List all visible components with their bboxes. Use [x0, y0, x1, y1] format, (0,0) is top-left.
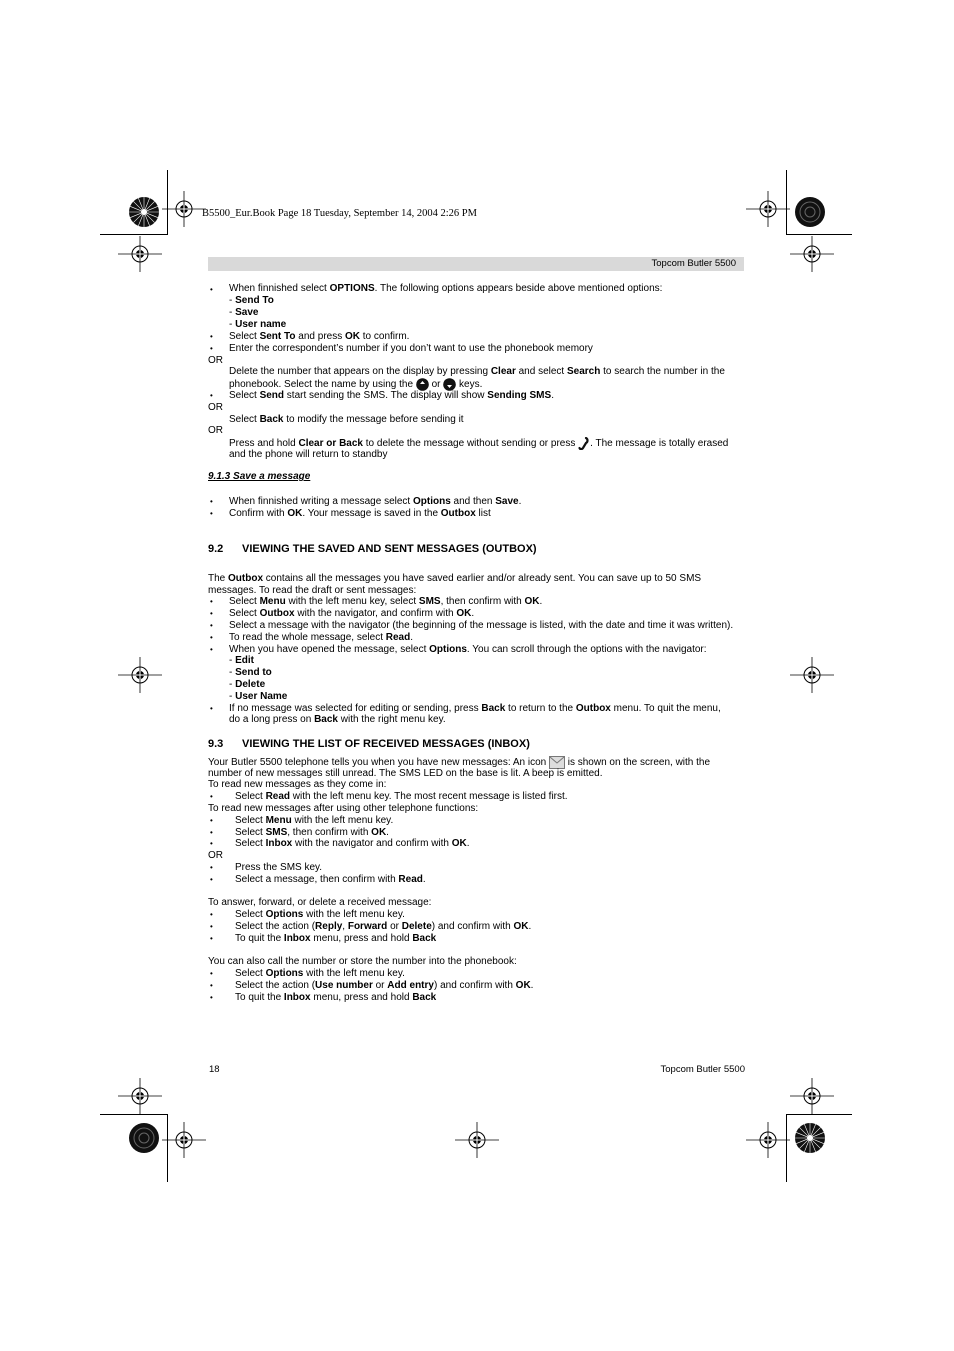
list-item: Select Menu with the left menu key.	[235, 815, 394, 826]
section-heading: 9.2 VIEWING THE SAVED AND SENT MESSAGES (OUTBOX)	[208, 543, 537, 555]
option-send-to: - Send to	[229, 667, 272, 678]
list-item: Select SMS, then confirm with OK.	[235, 827, 389, 838]
paragraph: To answer, forward, or delete a received message:	[208, 897, 432, 908]
registration-mark-icon	[790, 657, 834, 693]
list-item: If no message was selected for editing or sending, press Back to return to the Outbox menu. To quit the menu,	[229, 703, 721, 714]
paragraph: You can also call the number or store the number into the phonebook:	[208, 956, 517, 967]
footer-product: Topcom Butler 5500	[660, 1064, 745, 1075]
header-product: Topcom Butler 5500	[651, 258, 736, 269]
list-item: Select a message, then confirm with Read.	[235, 874, 426, 885]
registration-mark-icon	[790, 1078, 834, 1114]
list-item: Select Inbox with the navigator and confirm with OK.	[235, 838, 470, 849]
list-item: Select Options with the left menu key.	[235, 909, 405, 920]
paragraph: phonebook. Select the name by using the or keys.	[229, 379, 483, 391]
list-item-continued: do a long press on Back with the right menu key.	[229, 714, 446, 725]
header-bar	[208, 257, 744, 271]
list-item: When you have opened the message, select Options. You can scroll through the options with the navigator:	[229, 644, 707, 655]
paragraph: To read new messages as they come in:	[208, 779, 387, 790]
page-number: 18	[209, 1064, 220, 1075]
option-user-name: - User Name	[229, 691, 288, 702]
registration-mark-icon	[118, 1078, 162, 1114]
list-item: Select Options with the left menu key.	[235, 968, 405, 979]
list-item: Select Sent To and press OK to confirm.	[229, 331, 410, 342]
list-item: To read the whole message, select Read.	[229, 632, 413, 643]
or-label: OR	[208, 355, 223, 366]
list-item: When finnished writing a message select Options and then Save.	[229, 496, 522, 507]
list-item: Select the action (Use number or Add entry) and confirm with OK.	[235, 980, 534, 991]
list-item: Enter the correspondent’s number if you don’t want to use the phonebook memory	[229, 343, 593, 354]
paragraph: and the phone will return to standby	[229, 449, 388, 460]
paragraph: Select Back to modify the message before sending it	[229, 414, 464, 425]
list-item: Select Read with the left menu key. The most recent message is listed first.	[235, 791, 568, 802]
paragraph: Press and hold Clear or Back to delete the message without sending or press . The message is totally erased	[229, 438, 729, 450]
list-item: Press the SMS key.	[235, 862, 323, 873]
option-delete: - Delete	[229, 679, 266, 690]
list-item: When finnished select OPTIONS. The following options appears beside above mentioned options:	[229, 283, 663, 294]
registration-mark-icon	[118, 657, 162, 693]
color-wheel-icon	[794, 1122, 826, 1154]
phone-hook-icon	[578, 437, 590, 450]
list-item: Confirm with OK. Your message is saved in the Outbox list	[229, 508, 491, 519]
paragraph: To read new messages after using other telephone functions:	[208, 803, 479, 814]
color-wheel-icon	[794, 196, 826, 228]
option-user-name: - User name	[229, 319, 287, 330]
registration-mark-icon	[162, 1122, 206, 1158]
file-info: B5500_Eur.Book Page 18 Tuesday, September 14, 2004 2:26 PM	[202, 208, 477, 219]
paragraph: messages. To read the draft or sent messages:	[208, 585, 417, 596]
list-item: Select the action (Reply, Forward or Delete) and confirm with OK.	[235, 921, 532, 932]
or-label: OR	[208, 425, 223, 436]
registration-mark-icon	[746, 1122, 790, 1158]
list-item: Select Outbox with the navigator, and confirm with OK.	[229, 608, 475, 619]
paragraph: The Outbox contains all the messages you have saved earlier and/or already sent. You can save up to 50 SMS	[208, 573, 702, 584]
section-heading: 9.3 VIEWING THE LIST OF RECEIVED MESSAGES (INBOX)	[208, 738, 530, 750]
registration-mark-icon	[746, 191, 790, 227]
paragraph: Delete the number that appears on the display by pressing Clear and select Search to search the number in the	[229, 366, 725, 377]
list-item: To quit the Inbox menu, press and hold Back	[235, 992, 437, 1003]
registration-mark-icon	[118, 236, 162, 272]
registration-mark-icon	[790, 236, 834, 272]
registration-mark-icon	[455, 1122, 499, 1158]
subsection-title: 9.1.3 Save a message	[208, 471, 311, 482]
list-item: Select Send start sending the SMS. The display will show Sending SMS.	[229, 390, 554, 401]
or-label: OR	[208, 850, 223, 861]
color-wheel-icon	[128, 196, 160, 228]
option-edit: - Edit	[229, 655, 254, 666]
list-item: To quit the Inbox menu, press and hold Back	[235, 933, 437, 944]
color-wheel-icon	[128, 1122, 160, 1154]
registration-mark-icon	[162, 191, 206, 227]
paragraph: number of new messages still unread. The SMS LED on the base is lit. A beep is emitted.	[208, 768, 603, 779]
list-item: Select a message with the navigator (the beginning of the message is listed, with the date and time it was written).	[229, 620, 734, 631]
or-label: OR	[208, 402, 223, 413]
option-send-to: - Send To	[229, 295, 274, 306]
option-save: - Save	[229, 307, 259, 318]
paragraph: Your Butler 5500 telephone tells you when you have new messages: An icon is shown on the screen, with the	[208, 757, 711, 769]
list-item: Select Menu with the left menu key, select SMS, then confirm with OK.	[229, 596, 543, 607]
